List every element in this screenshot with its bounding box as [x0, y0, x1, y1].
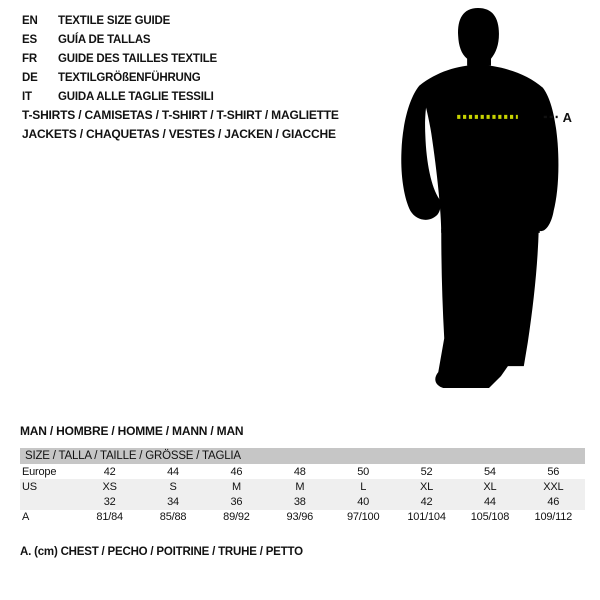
size-cell: 36 [230, 495, 243, 508]
size-cell: 109/112 [534, 511, 573, 524]
measurement-footnote: A. (cm) CHEST / PECHO / POITRINE / TRUHE / PETTO [20, 546, 303, 558]
size-cell: 40 [357, 495, 370, 508]
silhouette-head [458, 8, 499, 66]
language-code: DE [22, 71, 38, 84]
language-title: GUÍA DE TALLAS [58, 33, 151, 46]
size-cell: 81/84 [96, 511, 123, 524]
language-title: TEXTILE SIZE GUIDE [58, 14, 171, 27]
size-cell: XXL [543, 480, 564, 493]
size-table-header-label: SIZE / TALLA / TAILLE / GRÖSSE / TAGLIA [25, 450, 241, 462]
language-row-de [22, 68, 217, 87]
row-label: Europe [22, 465, 57, 478]
language-list [22, 11, 217, 106]
category-list [22, 106, 339, 144]
section-title-man: MAN / HOMBRE / HOMME / MANN / MAN [20, 424, 244, 438]
table-row-us [20, 479, 585, 494]
size-cell: 44 [484, 495, 496, 508]
size-cell: XL [483, 480, 497, 493]
language-row-en [22, 11, 217, 30]
man-silhouette-svg [397, 4, 582, 392]
language-code: IT [22, 90, 32, 103]
table-row-alt-size [20, 494, 585, 509]
size-cell: 42 [103, 465, 116, 478]
size-cell: 97/100 [346, 511, 380, 524]
size-cell: L [360, 480, 367, 493]
size-cell: XS [102, 480, 117, 493]
size-cell: 85/88 [159, 511, 187, 524]
man-silhouette-figure [397, 4, 582, 392]
table-row-chest-a [20, 510, 585, 525]
category-line-jackets: JACKETS / CHAQUETAS / VESTES / JACKEN / GIACCHE [22, 127, 336, 141]
row-label: US [22, 480, 37, 493]
size-cell: 93/96 [286, 511, 314, 524]
size-cell: 56 [547, 465, 560, 478]
size-cell: 46 [230, 465, 243, 478]
size-table [20, 448, 585, 525]
size-cell: 101/104 [407, 511, 446, 524]
size-cell: 44 [167, 465, 179, 478]
size-table-header [20, 448, 585, 464]
measure-label-a: A [562, 109, 572, 125]
size-cell: 34 [167, 495, 179, 508]
language-title: TEXTILGRÖßENFÜHRUNG [58, 71, 201, 84]
size-cell: 89/92 [223, 511, 250, 524]
size-cell: 32 [103, 495, 116, 508]
language-row-es [22, 30, 217, 49]
language-code: EN [22, 14, 38, 27]
size-cell: 48 [293, 465, 306, 478]
language-row-it [22, 87, 217, 106]
category-line-tshirts: T-SHIRTS / CAMISETAS / T-SHIRT / T-SHIRT / MAGLIETTE [22, 108, 339, 122]
size-cell: 50 [357, 465, 370, 478]
language-title: GUIDA ALLE TAGLIE TESSILI [58, 90, 214, 103]
size-cell: 46 [547, 495, 560, 508]
size-cell: 38 [293, 495, 306, 508]
size-cell: 105/108 [470, 511, 510, 524]
size-cell: M [295, 480, 305, 493]
table-row-europe [20, 464, 585, 479]
size-cell: M [231, 480, 241, 493]
size-cell: 52 [420, 465, 433, 478]
size-cell: 42 [420, 495, 433, 508]
language-code: FR [22, 52, 37, 65]
silhouette-legs [435, 229, 538, 388]
size-cell: S [169, 480, 177, 493]
size-cell: 54 [484, 465, 496, 478]
language-title: GUIDE DES TAILLES TEXTILE [58, 52, 217, 65]
language-row-fr [22, 49, 217, 68]
language-code: ES [22, 33, 37, 46]
size-cell: XL [420, 480, 434, 493]
row-label: A [22, 511, 30, 524]
